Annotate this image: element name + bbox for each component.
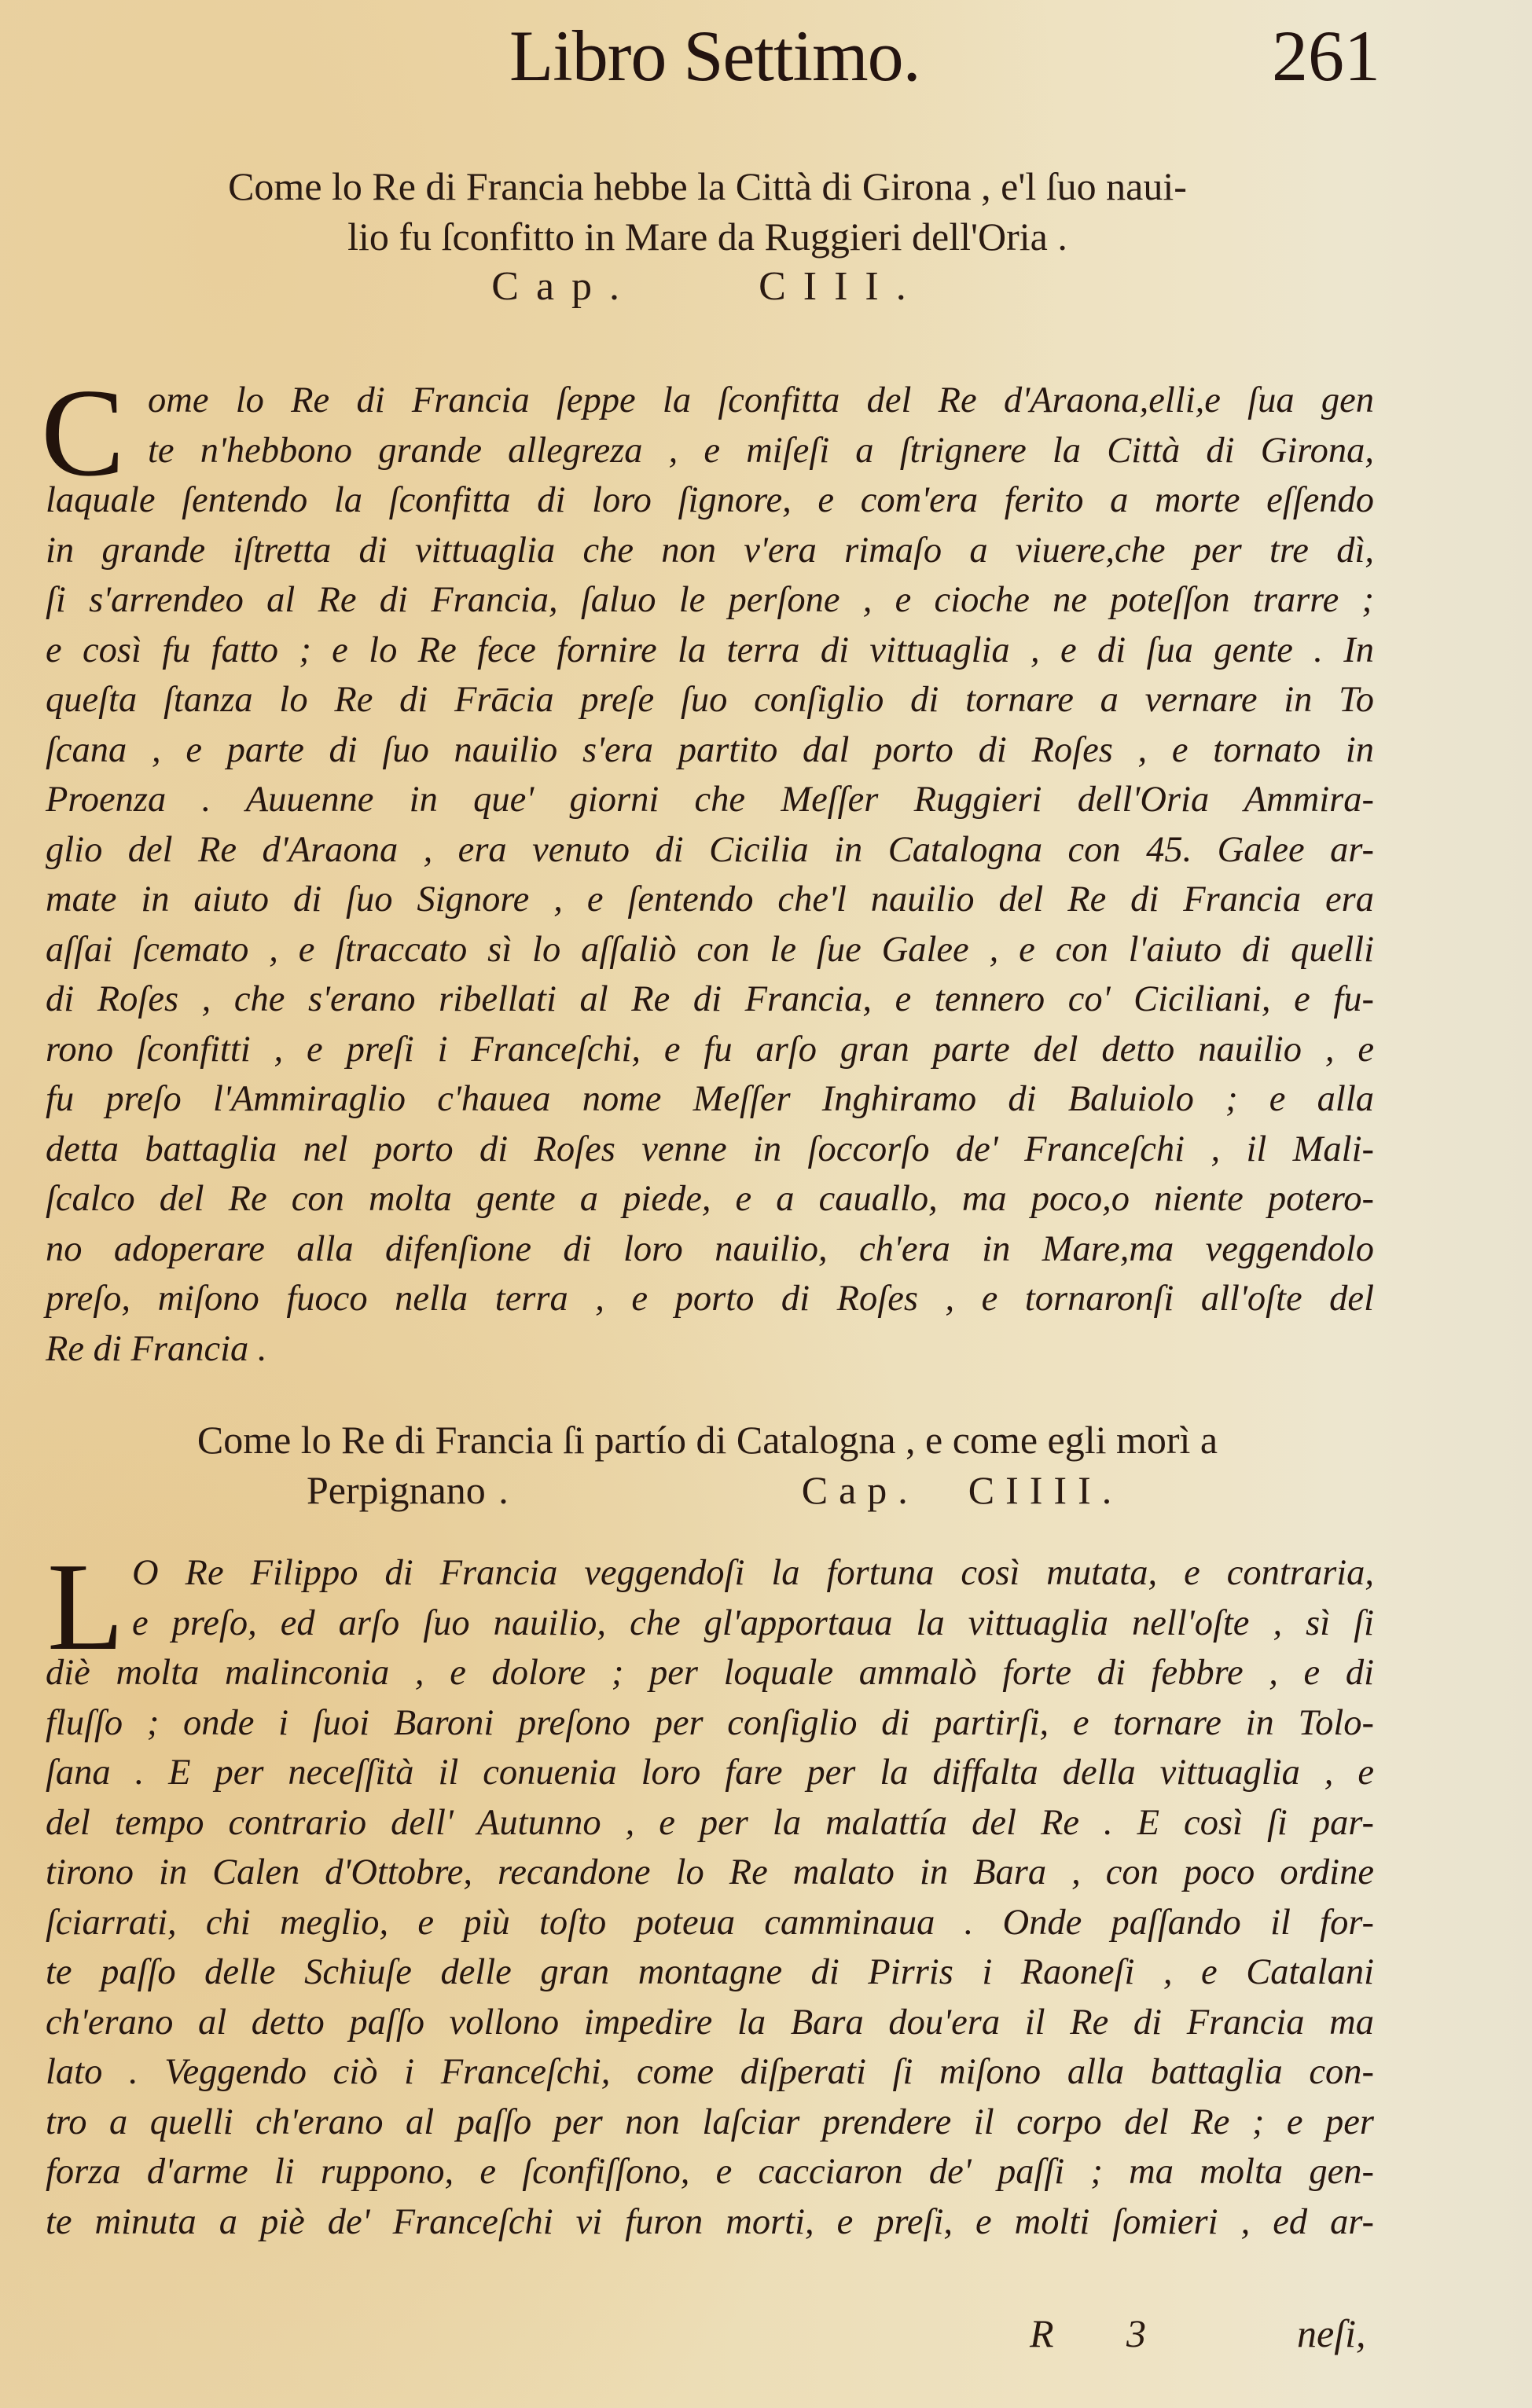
cap-label: Cap. bbox=[801, 1468, 919, 1512]
chapter-number bbox=[71, 262, 1344, 312]
body-line: te minuta a piè de' Franceſchi vi furon morti, e preſi, e molti ſomieri , ed ar- bbox=[46, 2201, 1374, 2242]
drop-cap: L bbox=[47, 1536, 124, 1676]
chapter-heading-line: Come lo Re di Francia hebbe la Città di Girona , e'l ſuo naui- bbox=[228, 164, 1187, 208]
body-line: ome lo Re di Francia ſeppe la ſconfitta del Re d'Araona,elli,e ſua gen bbox=[148, 380, 1374, 420]
body-line: ſcana , e parte di ſuo nauilio s'era partito dal porto di Roſes , e tornato in bbox=[46, 729, 1374, 770]
body-line: te n'hebbono grande allegreza , e miſeſi a ſtrignere la Città di Girona, bbox=[148, 430, 1374, 471]
chapter-heading-ciiii bbox=[71, 1415, 1344, 1515]
body-line: mate in aiuto di ſuo Signore , e ſentendo che'l nauilio del Re di Francia era bbox=[46, 879, 1374, 920]
body-line: diè molta malinconia , e dolore ; per loquale ammalò forte di febbre , e di bbox=[46, 1653, 1374, 1693]
body-line: ſciarrati, chi meglio, e più toſto poteua camminaua . Onde paſſando il for- bbox=[46, 1902, 1374, 1943]
catchword: neſi, bbox=[1297, 2311, 1366, 2355]
cap-number: CIIII. bbox=[968, 1468, 1123, 1512]
body-line: fluſſo ; onde i ſuoi Baroni preſono per conſiglio di partirſi, e tornare in Tolo- bbox=[46, 1702, 1374, 1743]
body-line: queſta ſtanza lo Re di Frācia preſe ſuo conſiglio di tornare a vernare in To bbox=[46, 680, 1374, 720]
body-line: ſcalco del Re con molta gente a piede, e a cauallo, ma poco,o niente potero- bbox=[46, 1179, 1374, 1219]
page-number: 261 bbox=[1272, 16, 1380, 96]
cap-number: CIII. bbox=[759, 264, 924, 309]
running-head-title: Libro Settimo. bbox=[509, 16, 920, 96]
body-line: rono ſconfitti , e preſi i Franceſchi, e fu arſo gran parte del detto nauilio , e bbox=[46, 1029, 1374, 1070]
body-line: Proenza . Auuenne in que' giorni che Meſſer Ruggieri dell'Oria Ammira- bbox=[46, 780, 1374, 820]
chapter-body-ciii bbox=[41, 362, 1374, 1374]
body-line: ch'erano al detto paſſo vollono impedire la Bara dou'era il Re di Francia ma bbox=[46, 2002, 1374, 2043]
signature-mark: R 3 bbox=[1030, 2311, 1178, 2355]
body-line: ſi s'arrendeo al Re di Francia, ſaluo le perſone , e cioche ne poteſſon trarre ; bbox=[46, 580, 1374, 620]
body-line: detta battaglia nel porto di Roſes venne in ſoccorſo de' Franceſchi , il Mali- bbox=[46, 1129, 1374, 1169]
body-line: aſſai ſcemato , e ſtraccato sì lo aſſaliò con le ſue Galee , e con l'aiuto di quelli bbox=[46, 929, 1374, 970]
body-line: di Roſes , che s'erano ribellati al Re di Francia, e tennero co' Ciciliani, e fu- bbox=[46, 979, 1374, 1019]
body-line: e preſo, ed arſo ſuo nauilio, che gl'apportaua la vittuaglia nell'oſte , sì ſi bbox=[132, 1602, 1374, 1643]
body-line: glio del Re d'Araona , era venuto di Cicilia in Catalogna con 45. Galee ar- bbox=[46, 829, 1374, 870]
body-line: tro a quelli ch'erano al paſſo per non laſciar prendere il corpo del Re ; e per bbox=[46, 2101, 1374, 2142]
body-line: lato . Veggendo ciò i Franceſchi, come diſperati ſi miſono alla battaglia con- bbox=[46, 2052, 1374, 2092]
running-head bbox=[0, 8, 1532, 102]
body-line: fu preſo l'Ammiraglio c'hauea nome Meſſer Inghiramo di Baluiolo ; e alla bbox=[46, 1079, 1374, 1119]
chapter-heading-line: Come lo Re di Francia ſi partío di Catalogna , e come egli morì a bbox=[197, 1418, 1218, 1462]
body-line: preſo, miſono fuoco nella terra , e porto di Roſes , e tornaronſi all'oſte del bbox=[46, 1279, 1374, 1319]
body-line: laquale ſentendo la ſconfitta di loro ſignore, e com'era ferito a morte eſſendo bbox=[46, 480, 1374, 520]
chapter-heading-line: lio fu ſconfitto in Mare da Ruggieri dell'Oria . bbox=[347, 215, 1067, 259]
drop-cap: C bbox=[41, 362, 125, 502]
body-line: O Re Filippo di Francia veggendoſi la fortuna così mutata, e contraria, bbox=[132, 1553, 1374, 1593]
page-footer bbox=[0, 2311, 1532, 2373]
body-line: in grande iſtretta di vittuaglia che non v'era rimaſo a viuere,che per tre dì, bbox=[46, 530, 1374, 571]
chapter-heading-ciii bbox=[71, 161, 1344, 312]
cap-label: Cap. bbox=[491, 264, 637, 309]
body-line: tirono in Calen d'Ottobre, recandone lo Re malato in Bara , con poco ordine bbox=[46, 1852, 1374, 1892]
body-line: e così fu fatto ; e lo Re fece fornire la terra di vittuaglia , e di ſua gente . In bbox=[46, 630, 1374, 670]
body-line: no adoperare alla difenſione di loro nauilio, ch'era in Mare,ma veggendolo bbox=[46, 1228, 1374, 1269]
chapter-body-ciiii bbox=[46, 1536, 1374, 2247]
chapter-heading-line-with-cap bbox=[71, 1465, 1344, 1515]
body-line: ſana . E per neceſſità il conuenia loro fare per la diffalta della vittuaglia , e bbox=[46, 1753, 1374, 1793]
body-line: Re di Francia . bbox=[46, 1328, 267, 1369]
body-line: forza d'arme li ruppono, e ſconfiſſono, e cacciaron de' paſſi ; ma molta gen- bbox=[46, 2152, 1374, 2192]
chapter-heading-line: Perpignano . bbox=[307, 1468, 509, 1512]
body-line: del tempo contrario dell' Autunno , e per la malattía del Re . E così ſi par- bbox=[46, 1802, 1374, 1843]
body-line: te paſſo delle Schiuſe delle gran montagne di Pirris i Raoneſi , e Catalani bbox=[46, 1952, 1374, 1992]
